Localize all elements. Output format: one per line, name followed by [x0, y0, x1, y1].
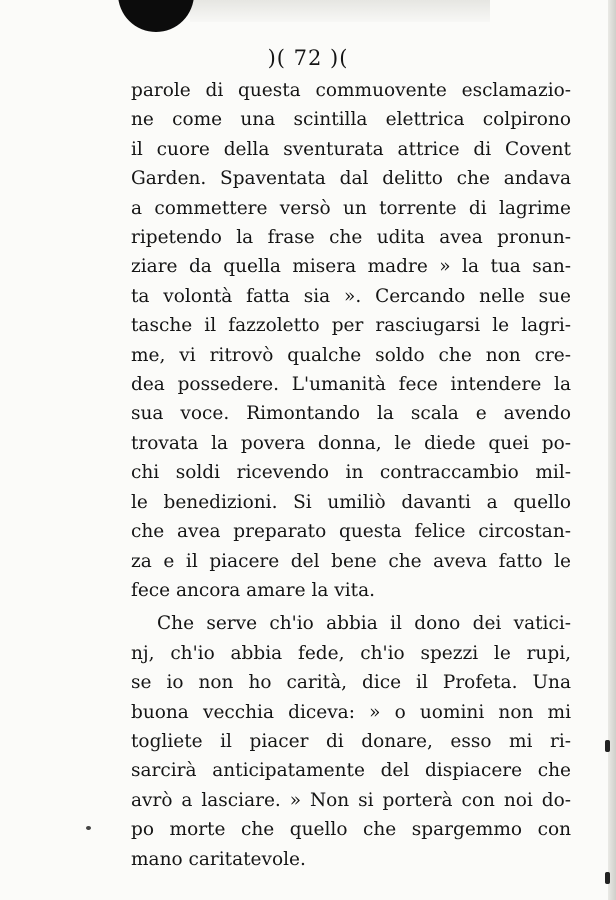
text-line: se io non ho carità, dice il Profeta. Una: [131, 672, 571, 694]
text-line: nj, ch'io abbia fede, ch'io spezzi le rupi,: [131, 642, 571, 664]
text-line: dea possedere. L'umanità fece intendere la: [131, 374, 571, 396]
text-line: le benedizioni. Si umiliò davanti a quello: [131, 491, 571, 513]
text-line: ta volontà fatta sia ». Cercando nelle sue: [131, 285, 571, 307]
text-line: Garden. Spaventata dal delitto che andava: [131, 168, 571, 190]
text-line: a commettere versò un torrente di lagrime: [131, 197, 571, 219]
page-edge: [608, 0, 616, 900]
text-line: po morte che quello che spargemmo con: [131, 819, 571, 841]
page-number: )( 72 )(: [267, 46, 349, 70]
text-line: avrò a lasciare. » Non si porterà con noi do-: [131, 789, 571, 811]
text-line: togliete il piacer di donare, esso mi ri-: [131, 730, 571, 752]
text-line: ziare da quella misera madre » la tua san-: [131, 256, 571, 278]
text-line: ne come una scintilla elettrica colpirono: [131, 109, 571, 131]
text-line: me, vi ritrovò qualche soldo che non cre-: [131, 344, 571, 366]
text-line: che avea preparato questa felice circostan-: [131, 521, 571, 543]
text-line: ripetendo la frase che udita avea pronun-: [131, 227, 571, 249]
text-line: parole di questa commuovente esclamazio-: [131, 80, 571, 101]
body-text: [131, 76, 571, 874]
text-line: tasche il fazzoletto per rasciugarsi le lagri-: [131, 315, 571, 337]
edge-mark: [605, 872, 610, 884]
text-line: trovata la povera donna, le diede quei po-: [131, 432, 571, 454]
text-line: il cuore della sventurata attrice di Covent: [131, 138, 571, 160]
dust-speck: [86, 826, 91, 830]
ink-blot: [118, 0, 194, 32]
page-top-shadow: [190, 0, 490, 22]
text-line: mano caritatevole.: [131, 848, 306, 870]
text-line: za e il piacere del bene che aveva fatto le: [131, 550, 571, 572]
text-line: buona vecchia diceva: » o uomini non mi: [131, 701, 571, 723]
text-line: sua voce. Rimontando la scala e avendo: [131, 403, 571, 425]
text-line: chi soldi ricevendo in contraccambio mil-: [131, 462, 571, 484]
text-line: fece ancora amare la vita.: [131, 579, 375, 601]
text-line: sarcirà anticipatamente del dispiacere che: [131, 760, 571, 782]
edge-mark: [605, 740, 610, 752]
text-line: Che serve ch'io abbia il dono dei vatici-: [157, 613, 571, 635]
